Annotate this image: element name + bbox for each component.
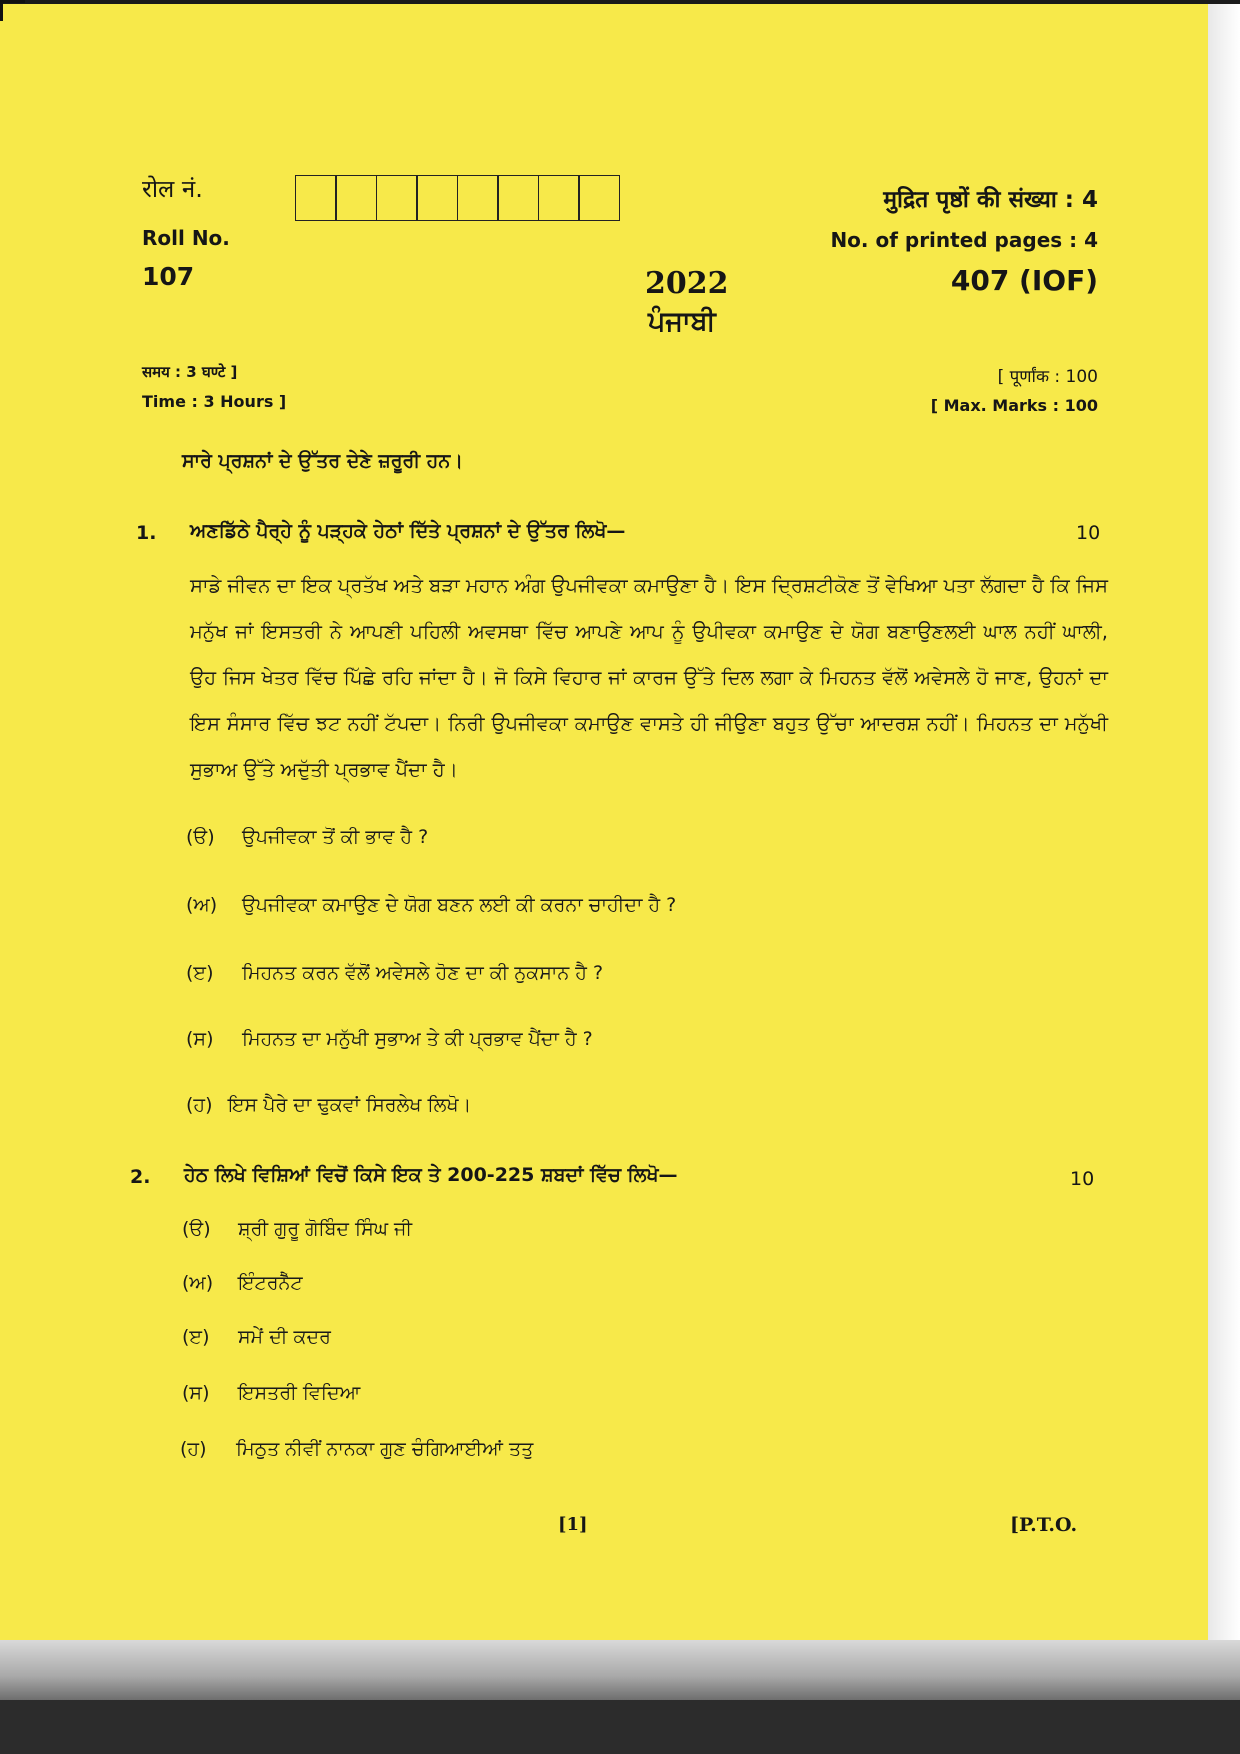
q2-sub-d — [182, 1382, 360, 1404]
roll-number-boxes — [296, 175, 620, 221]
q2-sub-b — [182, 1272, 303, 1294]
sub-label: (ਅ) — [186, 894, 218, 916]
sub-label: (ਹ) — [186, 1094, 213, 1116]
q1-sub-b — [186, 894, 676, 916]
sub-label: (ੳ) — [182, 1218, 211, 1240]
roll-number: 107 — [142, 262, 195, 291]
roll-cell — [416, 175, 458, 221]
printed-pages-hindi: मुद्रित पृष्ठों की संख्या : 4 — [883, 187, 1098, 213]
q1-text: ਅਣਡਿੱਠੇ ਪੈਰ੍ਹੇ ਨੂੰ ਪੜ੍ਹਕੇ ਹੇਠਾਂ ਦਿੱਤੇ ਪ੍ਰਸ਼ਨਾਂ ਦੇ ਉੱਤਰ ਲਿਖੋ— — [190, 520, 626, 542]
sub-label: (ਅ) — [182, 1272, 214, 1294]
q1-passage: ਸਾਡੇ ਜੀਵਨ ਦਾ ਇਕ ਪ੍ਰਤੱਖ ਅਤੇ ਬੜਾ ਮਹਾਨ ਅੰਗ ਉਪਜੀਵਕਾ ਕਮਾਉਣਾ ਹੈ। ਇਸ ਦ੍ਰਿਸ਼ਟੀਕੋਣ ਤੋਂ ਵੇਖਿਆ ਪਤਾ ਲੱਗਦਾ ਹੈ ਕਿ ਜਿਸ ਮਨੁੱਖ ਜਾਂ ਇਸਤਰੀ ਨੇ ਆਪਣੀ ਪਹਿਲੀ ਅਵਸਥਾ ਵਿੱਚ ਆਪਣੇ ਆਪ ਨੂੰ ਉਪੀਵਕਾ ਕਮਾਉਣ ਦੇ ਯੋਗ ਬਣਾਉਣਲਈ ਘਾਲ ਨਹੀਂ ਘਾਲੀ, ਉਹ ਜਿਸ ਖੇਤਰ ਵਿੱਚ ਪਿੱਛੇ ਰਹਿ ਜਾਂਦਾ ਹੈ। ਜੋ ਕਿਸੇ ਵਿਹਾਰ ਜਾਂ ਕਾਰਜ ਉੱਤੇ ਦਿਲ ਲਗਾ ਕੇ ਮਿਹਨਤ ਵੱਲੋਂ ਅਵੇਸਲੇ ਹੋ ਜਾਣ, ਉਹਨਾਂ ਦਾ ਇਸ ਸੰਸਾਰ ਵਿੱਚ ਝਟ ਨਹੀਂ ਟੱਪਦਾ। ਨਿਰੀ ਉਪਜੀਵਕਾ ਕਮਾਉਣ ਵਾਸਤੇ ਹੀ ਜੀਉਣਾ ਬਹੁਤ ਉੱਚਾ ਆਦਰਸ਼ ਨਹੀਂ। ਮਿਹਨਤ ਦਾ ਮਨੁੱਖੀ ਸੁਭਾਅ ਉੱਤੇ ਅਦੁੱਤੀ ਪ੍ਰਭਾਵ ਪੈਂਦਾ ਹੈ। — [190, 574, 1108, 781]
roll-cell — [497, 175, 539, 221]
max-marks-english: [ Max. Marks : 100 — [930, 396, 1098, 415]
roll-cell — [376, 175, 418, 221]
sub-label: (ੲ) — [182, 1326, 210, 1348]
q2-marks: 10 — [1070, 1168, 1095, 1190]
scan-top-border — [0, 0, 1240, 4]
page-number: [1] — [558, 1514, 588, 1535]
q2-sub-c — [182, 1326, 331, 1348]
sub-text: ਇਸਤਰੀ ਵਿਦਿਆ — [238, 1382, 361, 1404]
roll-label-english: Roll No. — [142, 226, 230, 250]
q1-sub-a — [186, 826, 428, 848]
max-marks-hindi: [ पूर्णांक : 100 — [997, 367, 1098, 387]
please-turn-over: [P.T.O. — [1010, 1514, 1078, 1536]
sub-text: ਮਿਠੁਤ ਨੀਵੀਂ ਨਾਨਕਾ ਗੁਣ ਚੰਗਿਆਈਆਂ ਤਤੁ — [236, 1438, 534, 1460]
q2-sub-e — [180, 1438, 533, 1460]
sub-text: ਸਮੇਂ ਦੀ ਕਦਰ — [238, 1326, 331, 1348]
sub-label: (ਸ) — [186, 1028, 214, 1050]
q2-number: 2. — [130, 1166, 151, 1188]
roll-label-hindi: रोल नं. — [142, 175, 203, 203]
q2-text: ਹੇਠ ਲਿਖੇ ਵਿਸ਼ਿਆਂ ਵਿਚੋਂ ਕਿਸੇ ਇਕ ਤੇ 200-225 ਸ਼ਬਦਾਂ ਵਿੱਚ ਲਿਖੋ— — [184, 1164, 678, 1186]
q1-sub-c — [186, 962, 603, 984]
sub-label: (ੳ) — [186, 826, 215, 848]
paper-code: 407 (IOF) — [950, 264, 1098, 297]
roll-cell — [457, 175, 499, 221]
sub-label: (ਹ) — [180, 1438, 207, 1460]
time-hindi: समय : 3 घण्टे ] — [142, 363, 238, 381]
sub-text: ਉਪਜੀਵਕਾ ਤੋਂ ਕੀ ਭਾਵ ਹੈ ? — [242, 826, 429, 848]
sub-text: ਸ਼੍ਰੀ ਗੁਰੂ ਗੋਬਿੰਦ ਸਿੰਘ ਜੀ — [238, 1218, 413, 1240]
printed-pages-english: No. of printed pages : 4 — [830, 228, 1098, 252]
time-english: Time : 3 Hours ] — [142, 392, 287, 411]
sub-text: ਉਪਜੀਵਕਾ ਕਮਾਉਣ ਦੇ ਯੋਗ ਬਣਨ ਲਈ ਕੀ ਕਰਨਾ ਚਾਹੀਦਾ ਹੈ ? — [242, 894, 677, 916]
roll-cell — [578, 175, 620, 221]
q1-marks: 10 — [1076, 522, 1101, 544]
paper-edge — [1208, 0, 1240, 1640]
sub-text: ਇਸ ਪੈਰੇ ਦਾ ਢੁਕਵਾਂ ਸਿਰਲੇਖ ਲਿਖੋ। — [228, 1094, 472, 1116]
sub-label: (ਸ) — [182, 1382, 210, 1404]
exam-year: 2022 — [645, 266, 729, 301]
sub-text: ਮਿਹਨਤ ਦਾ ਮਨੁੱਖੀ ਸੁਭਾਅ ਤੇ ਕੀ ਪ੍ਰਭਾਵ ਪੈਂਦਾ ਹੈ ? — [242, 1028, 593, 1050]
sub-text: ਇੰਟਰਨੈੱਟ — [238, 1272, 303, 1294]
roll-cell — [538, 175, 580, 221]
q1-sub-d — [186, 1028, 593, 1050]
sub-label: (ੲ) — [186, 962, 214, 984]
roll-cell — [295, 175, 337, 221]
corner-mark — [0, 0, 25, 21]
roll-cell — [335, 175, 377, 221]
general-instruction: ਸਾਰੇ ਪ੍ਰਸ਼ਨਾਂ ਦੇ ਉੱਤਰ ਦੇਣੇ ਜ਼ਰੂਰੀ ਹਨ। — [182, 450, 464, 472]
subject-title: ਪੰਜਾਬੀ — [648, 306, 716, 337]
q2-sub-a — [182, 1218, 412, 1240]
scan-bottom-edge — [0, 1640, 1240, 1700]
q1-sub-e — [186, 1094, 471, 1116]
sub-text: ਮਿਹਨਤ ਕਰਨ ਵੱਲੋਂ ਅਵੇਸਲੇ ਹੋਣ ਦਾ ਕੀ ਨੁਕਸਾਨ ਹੈ ? — [242, 962, 604, 984]
q1-number: 1. — [136, 522, 157, 544]
